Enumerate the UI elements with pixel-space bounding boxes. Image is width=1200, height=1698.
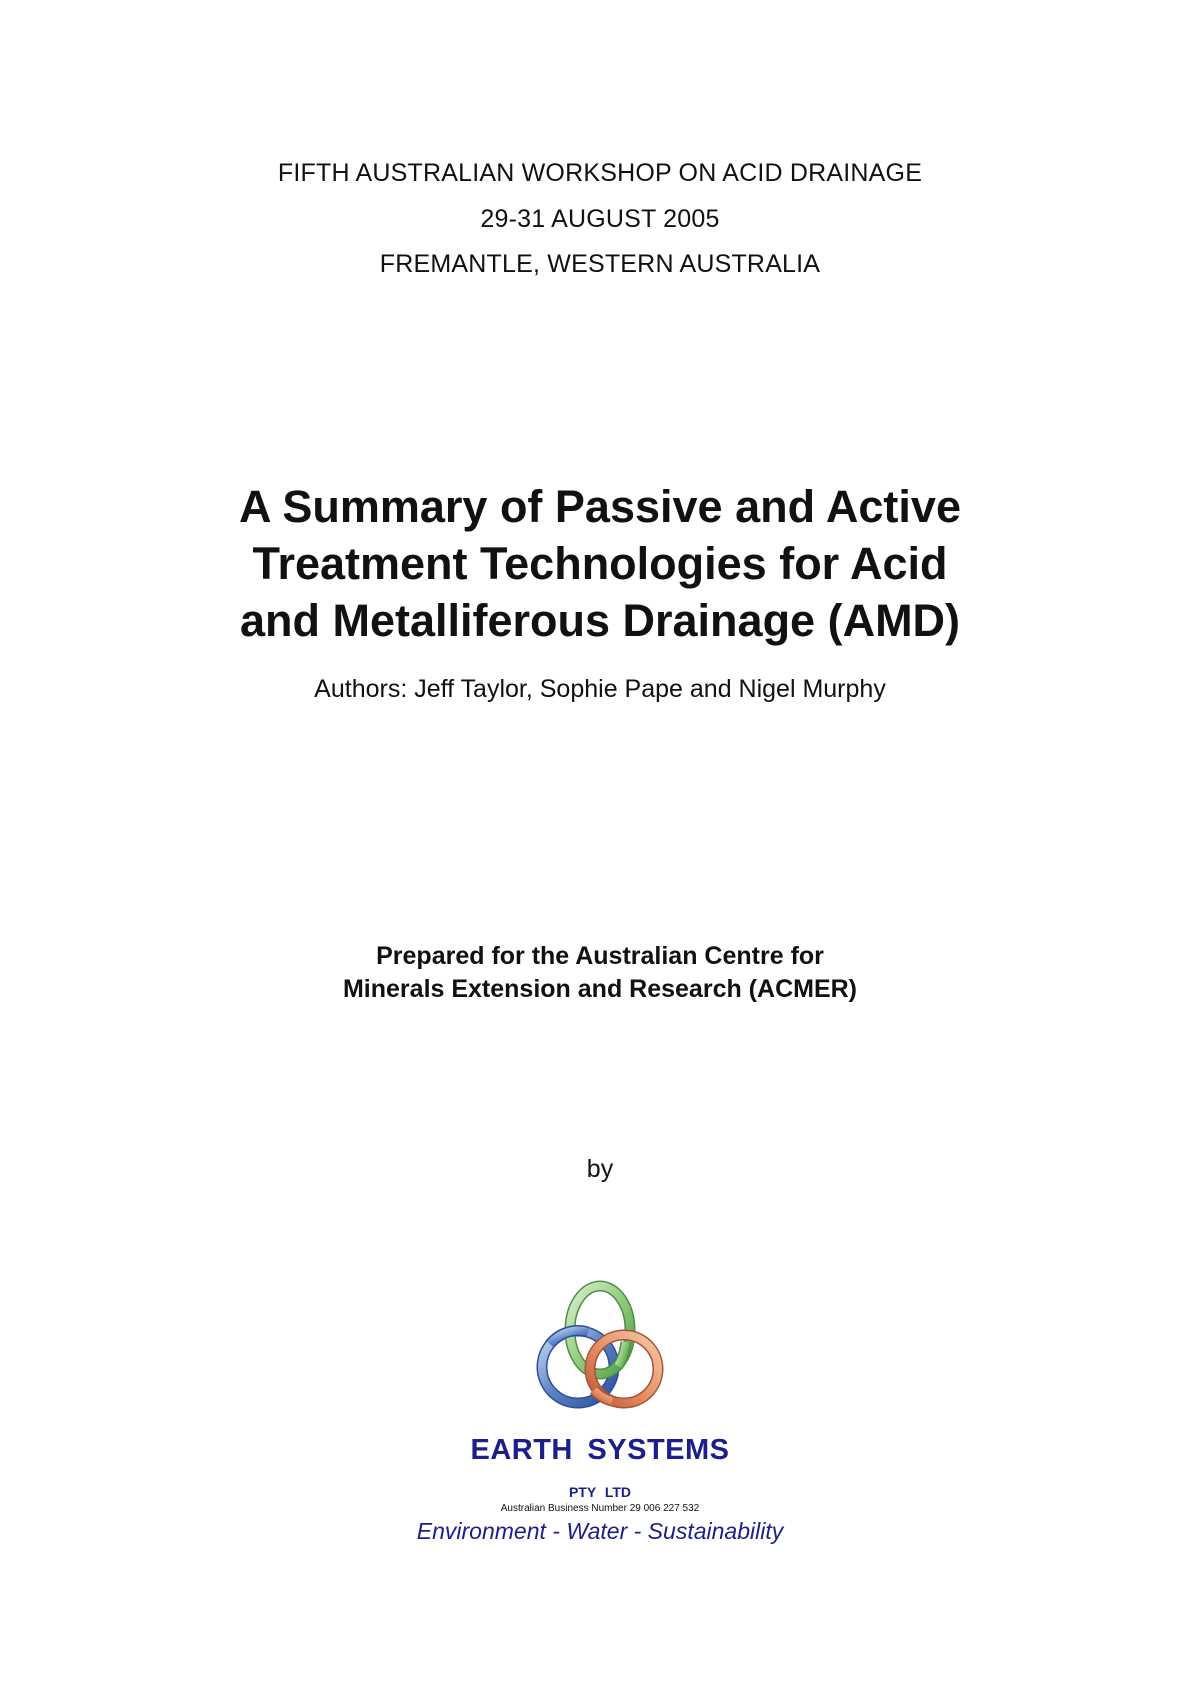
company-suffix: PTY LTD [568, 1484, 632, 1500]
company-name: EARTH SYSTEMS [470, 1434, 730, 1466]
by-label: by [586, 1155, 614, 1183]
title-line-2: Treatment Technologies for Acid [252, 538, 948, 589]
prepared-for-line-2: Minerals Extension and Research (ACMER) [342, 975, 857, 1003]
title-line-1: A Summary of Passive and Active [239, 481, 961, 532]
prepared-for [0, 940, 1200, 1006]
authors-line: Authors: Jeff Taylor, Sophie Pape and Nigel Murphy [314, 675, 886, 703]
workshop-location: FREMANTLE, WESTERN AUSTRALIA [379, 250, 821, 278]
workshop-name: FIFTH AUSTRALIAN WORKSHOP ON ACID DRAINAGE [277, 159, 923, 187]
company-tagline: Environment - Water - Sustainability [416, 1518, 784, 1544]
company-abn: Australian Business Number 29 006 227 532 [500, 1503, 700, 1514]
document-title [0, 478, 1200, 649]
title-line-3: and Metalliferous Drainage (AMD) [239, 595, 961, 646]
workshop-dates: 29-31 AUGUST 2005 [480, 205, 720, 233]
prepared-for-line-1: Prepared for the Australian Centre for [376, 942, 824, 970]
three-ring-knot-logo-icon [528, 1272, 672, 1422]
